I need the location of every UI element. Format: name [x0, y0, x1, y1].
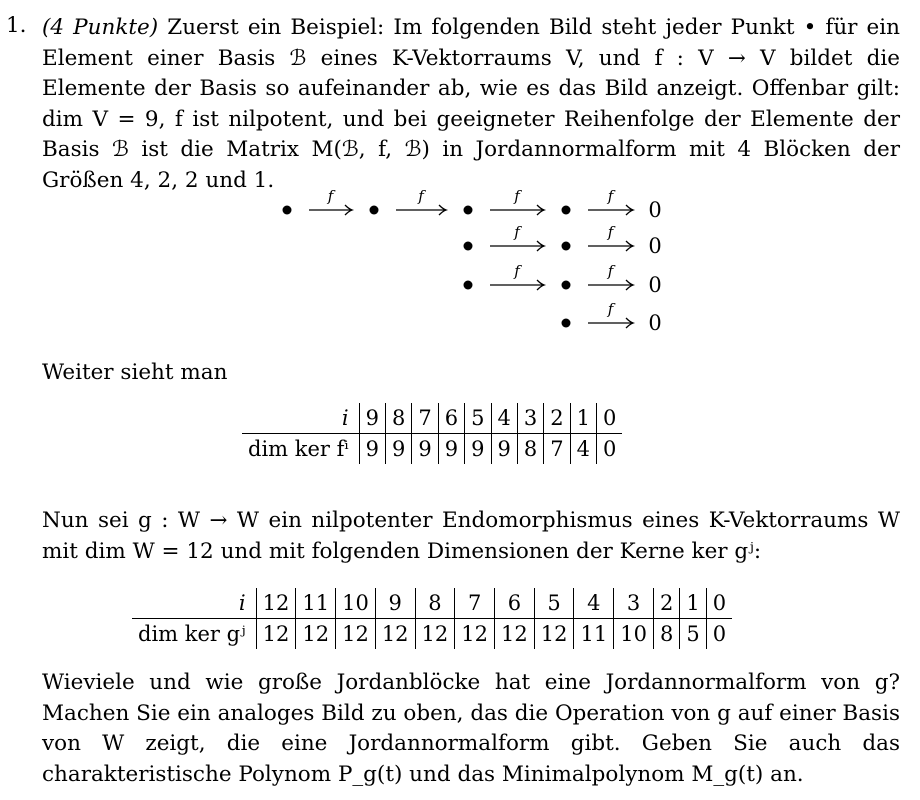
basis-chain-diagram	[0, 0, 920, 360]
table1-i-cell: 4	[491, 403, 517, 434]
table1-dim-cell: 7	[544, 434, 570, 465]
weiter-text: Weiter sieht man	[42, 360, 228, 385]
table2-row2-label: dim ker gʲ	[138, 622, 246, 646]
table2-i-cell: 4	[574, 588, 614, 619]
nun-text: Nun sei g : W → W ein nilpotenter Endomorphismus eines K-Vektorraums W mit dim W = 12 und mit folgenden Dimensionen der Kerne ker gʲ:	[42, 508, 900, 564]
basis-dot	[464, 242, 473, 251]
table1-dim-cell: 9	[438, 434, 464, 465]
table1-i-cell: 0	[597, 403, 623, 434]
table2-dim-cell: 0	[706, 619, 732, 650]
arrow-label: f	[514, 223, 520, 241]
basis-dot	[562, 242, 571, 251]
basis-dot	[562, 319, 571, 328]
table1-row1-label: i	[242, 403, 359, 434]
table1-i-cell: 6	[438, 403, 464, 434]
table1-i-cell: 9	[359, 403, 385, 434]
table2-i-cell: 3	[614, 588, 654, 619]
table1-i-cell: 3	[517, 403, 543, 434]
arrow-label: f	[607, 223, 614, 241]
kernel-dim-table-f	[242, 403, 622, 464]
table2-i-cell: 10	[336, 588, 376, 619]
table2-i-cell: 1	[680, 588, 706, 619]
table1-dim-cell: 0	[597, 434, 623, 465]
table1-i-cell: 7	[412, 403, 438, 434]
question-text: Wieviele und wie große Jordanblöcke hat eine Jordannormalform von g? Machen Sie ein analoges Bild zu oben, das die Operation von g auf einer Basis von W zeigt, die eine Jordannormalform gibt. Geben Sie auch das charakteristische Polynom P_g(t) und das Minimalpolynom M_g(t) an.	[42, 670, 900, 787]
table1-dim-cell: 9	[491, 434, 517, 465]
table2-i-cell: 9	[375, 588, 415, 619]
zero-label: 0	[648, 234, 662, 258]
arrow-label: f	[418, 187, 424, 205]
basis-dot	[562, 281, 571, 290]
arrow-label: f	[607, 300, 614, 318]
table2-i-cell: 6	[495, 588, 535, 619]
points-label: (4 Punkte)	[42, 15, 159, 40]
intro-text: Zuerst ein Beispiel: Im folgenden Bild steht jeder Punkt • für ein Element einer Basis ℬ eines K-Vektorraums V, und f : V → V bildet die Elemente der Basis so aufeinander ab, wie es das Bild anzeigt. Offenbar gilt: dim V = 9, f ist nilpotent, und bei geeigneter Reihenfolge der Elemente der Basis ℬ ist die Matrix M(ℬ, f, ℬ) in Jordannormalform mit 4 Blöcken der Größen 4, 2, 2 und 1.	[42, 15, 901, 193]
table1-dim-cell: 9	[412, 434, 438, 465]
basis-dot	[283, 206, 292, 215]
table1-dim-cell: 9	[465, 434, 491, 465]
problem-number: 1.	[6, 13, 27, 38]
arrow-label: f	[327, 187, 334, 205]
basis-dot	[562, 206, 571, 215]
table1-i-cell: 2	[544, 403, 570, 434]
table1-dim-cell: 9	[359, 434, 385, 465]
table2-i-cell: 5	[534, 588, 574, 619]
table2-i-cell: 7	[455, 588, 495, 619]
arrow-label: f	[607, 187, 614, 205]
table1-row2-label: dim ker fⁱ	[248, 437, 349, 461]
kernel-dim-table-g	[132, 588, 732, 649]
table2-dim-cell: 12	[495, 619, 535, 650]
zero-label: 0	[648, 311, 662, 335]
basis-dot	[464, 206, 473, 215]
table1-dim-cell: 9	[386, 434, 412, 465]
basis-dot	[464, 281, 473, 290]
zero-label: 0	[648, 273, 662, 297]
arrow-label: f	[607, 262, 614, 280]
table2-dim-cell: 10	[614, 619, 654, 650]
table2-dim-cell: 12	[296, 619, 336, 650]
table2-row1-label: i	[132, 588, 256, 619]
table2-dim-cell: 12	[534, 619, 574, 650]
table2-dim-cell: 5	[680, 619, 706, 650]
table2-i-cell: 8	[415, 588, 455, 619]
basis-dot	[370, 206, 379, 215]
table2-dim-cell: 12	[256, 619, 296, 650]
table2-dim-cell: 11	[574, 619, 614, 650]
table2-dim-cell: 8	[653, 619, 679, 650]
zero-label: 0	[648, 198, 662, 222]
table2-dim-cell: 12	[415, 619, 455, 650]
table2-i-cell: 2	[653, 588, 679, 619]
table1-dim-cell: 4	[570, 434, 596, 465]
table1-i-cell: 1	[570, 403, 596, 434]
table1-i-cell: 8	[386, 403, 412, 434]
table2-i-cell: 11	[296, 588, 336, 619]
table2-i-cell: 0	[706, 588, 732, 619]
arrow-label: f	[514, 187, 520, 205]
arrow-label: f	[514, 262, 520, 280]
table2-dim-cell: 12	[455, 619, 495, 650]
table1-i-cell: 5	[465, 403, 491, 434]
table2-dim-cell: 12	[336, 619, 376, 650]
table1-dim-cell: 8	[517, 434, 543, 465]
table2-dim-cell: 12	[375, 619, 415, 650]
table2-i-cell: 12	[256, 588, 296, 619]
